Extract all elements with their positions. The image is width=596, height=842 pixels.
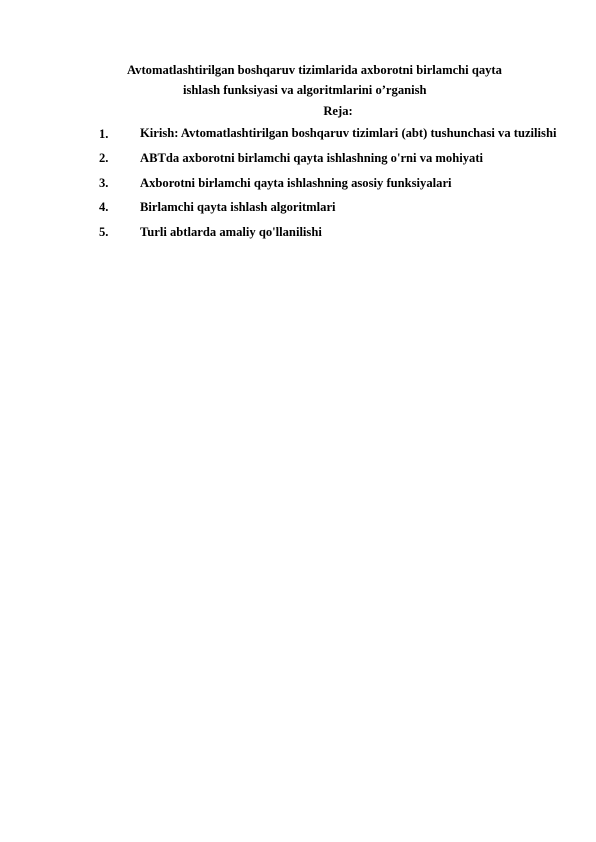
plan-item-number: 3. [99, 175, 109, 190]
plan-heading: Reja: [323, 104, 353, 118]
plan-item-text: Birlamchi qayta ishlash algoritmlari [140, 200, 336, 214]
plan-item [99, 123, 557, 144]
plan-item-number: 5. [99, 224, 109, 239]
plan-item-text: Turli abtlarda amaliy qo'llanilishi [140, 224, 322, 239]
plan-item-number: 2. [99, 151, 109, 165]
plan-item-text: Axborotni birlamchi qayta ishlashning asosiy funksiyalari [140, 175, 452, 190]
document-title-line-1: Avtomatlashtirilgan boshqaruv tizimlarida axborotni birlamchi qayta [127, 63, 502, 77]
document-title-line-2: ishlash funksiyasi va algoritmlarini o’rganish [183, 83, 427, 97]
plan-item [99, 175, 557, 191]
plan-item [99, 199, 557, 215]
plan-item [99, 224, 557, 240]
plan-list [99, 126, 557, 248]
plan-item [99, 150, 557, 166]
plan-item-number: 4. [99, 200, 109, 214]
plan-item-number: 1. [99, 127, 109, 141]
plan-item-text: Kirish: Avtomatlashtirilgan boshqaruv tizimlari (abt) tushunchasi va tuzilishi [140, 126, 557, 140]
plan-item-text: ABTda axborotni birlamchi qayta ishlashning o'rni va mohiyati [140, 151, 484, 165]
